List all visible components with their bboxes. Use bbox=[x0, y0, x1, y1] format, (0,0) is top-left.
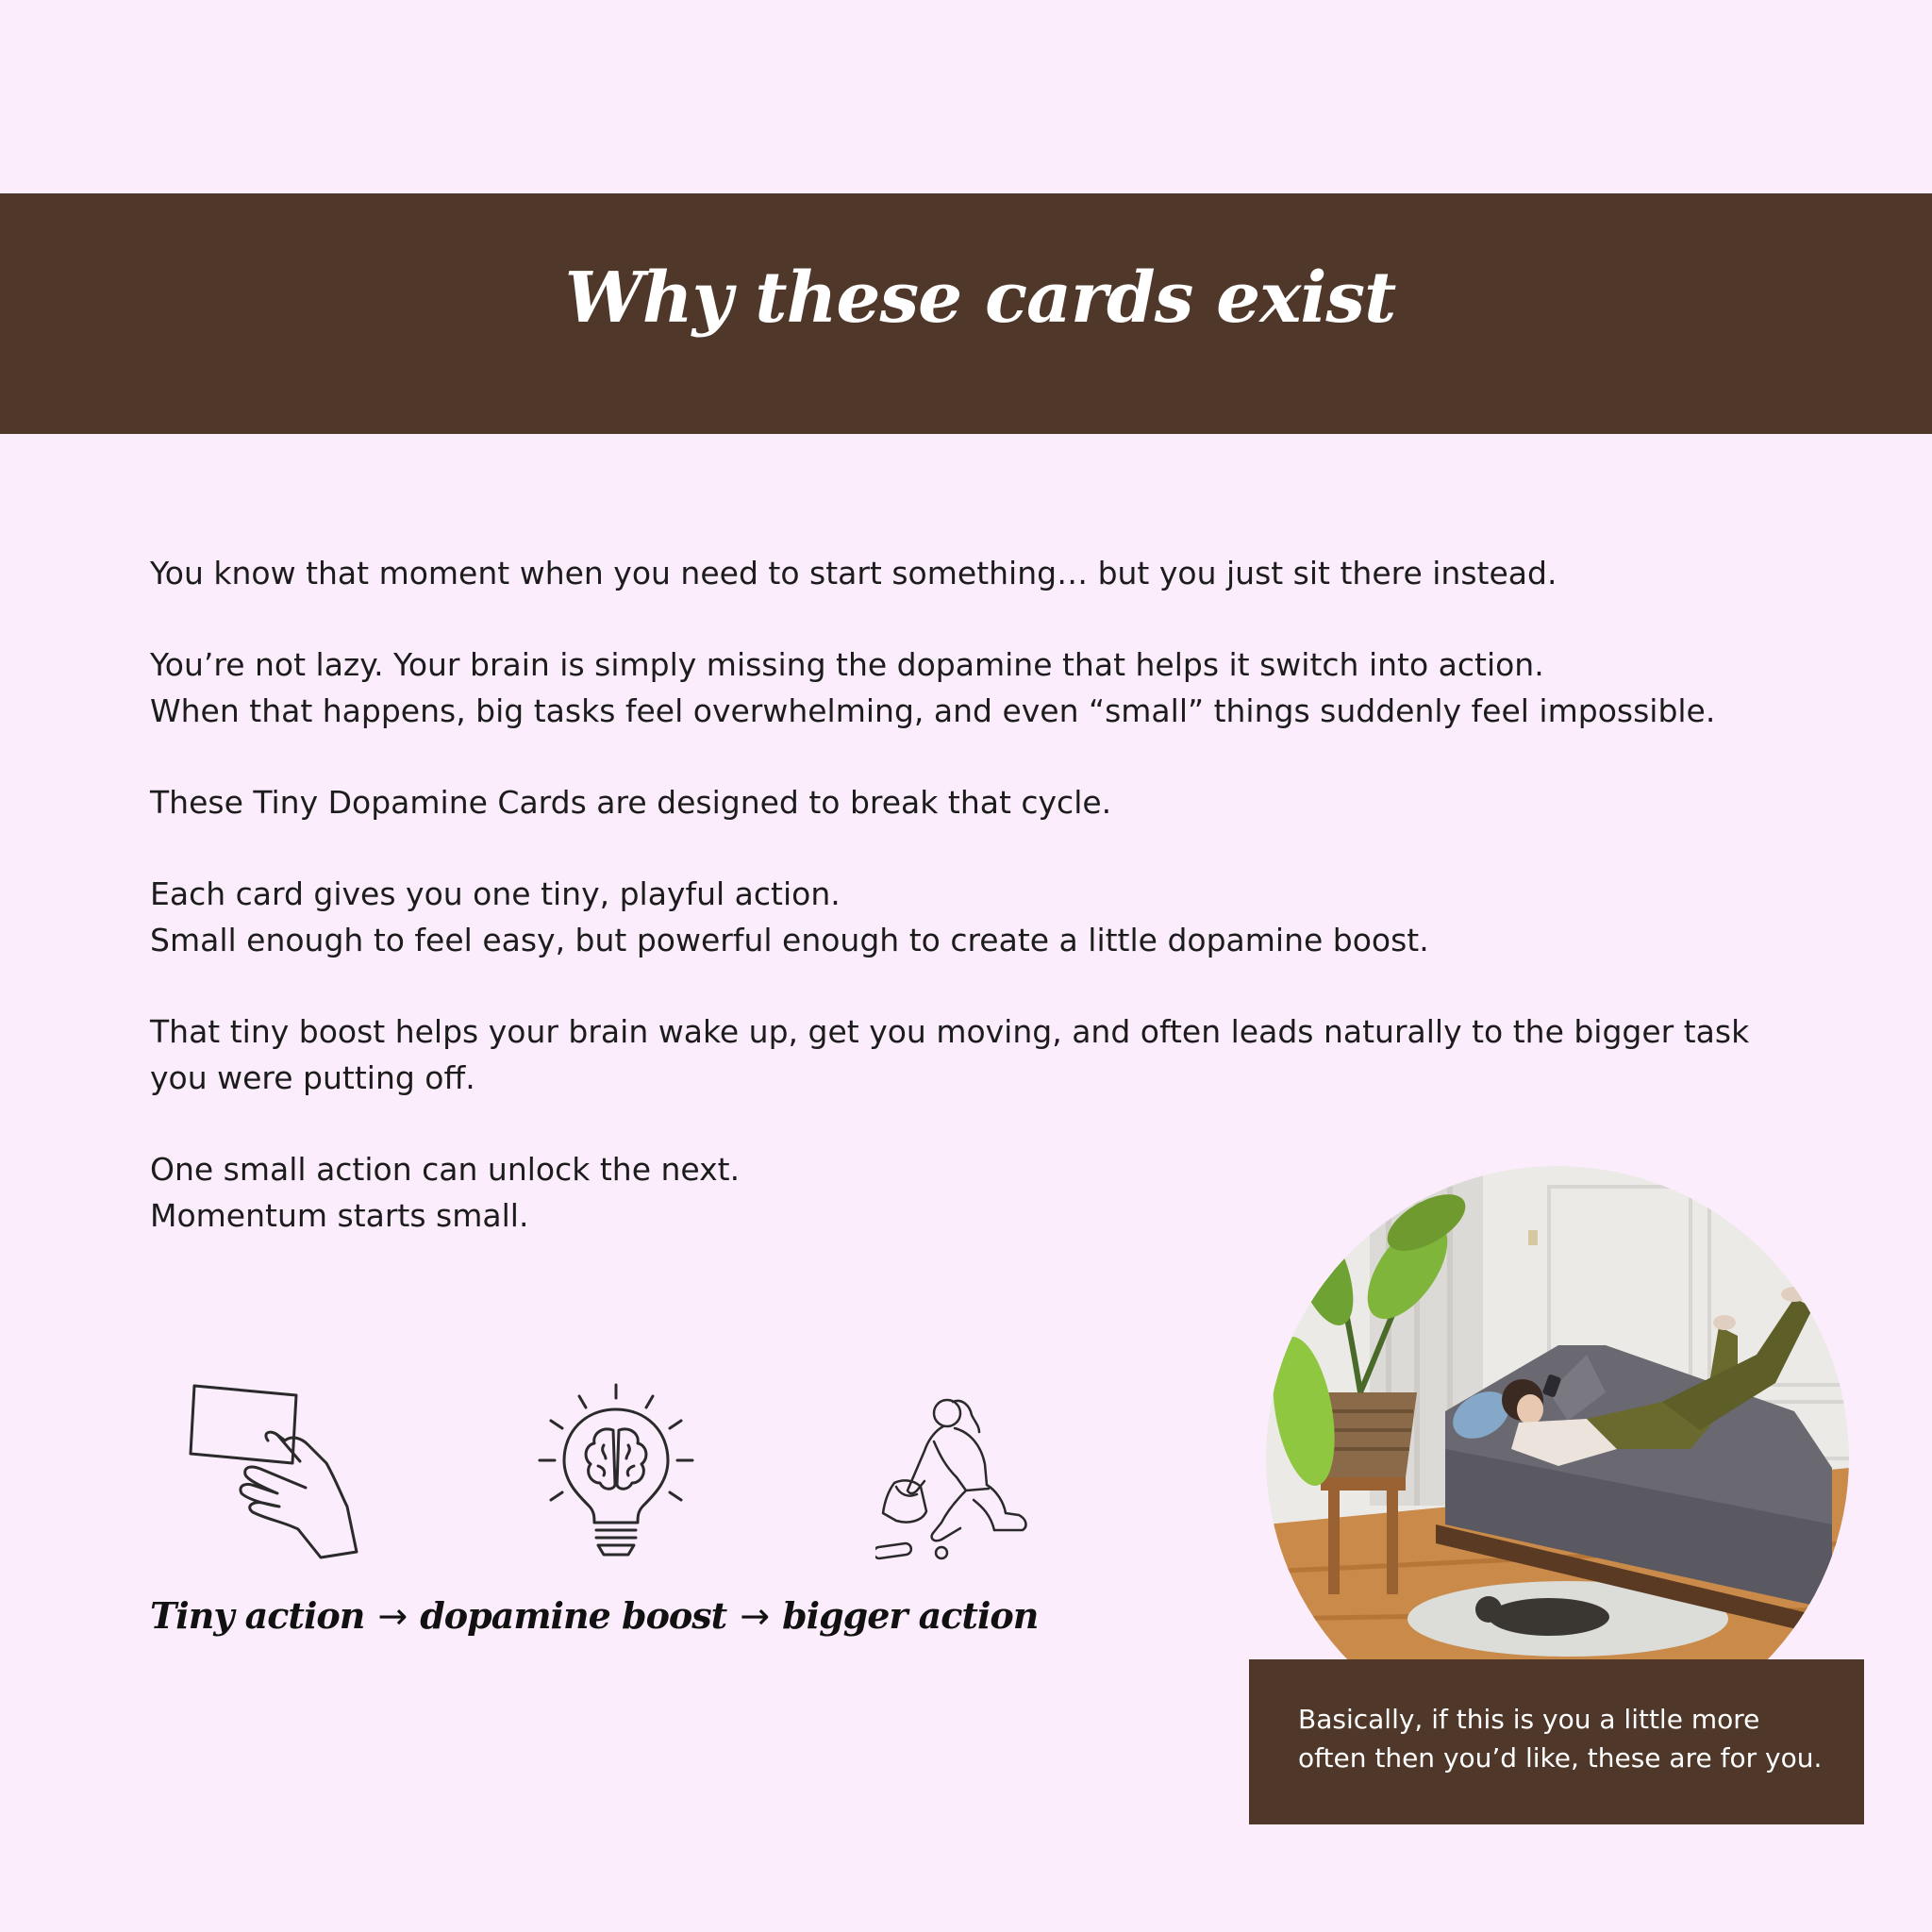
flow-step-bigger-action: bigger action bbox=[782, 1594, 1039, 1637]
title-banner bbox=[0, 193, 1932, 434]
text-line: Each card gives you one tiny, playful action. bbox=[150, 875, 841, 912]
text-line: Momentum starts small. bbox=[150, 1197, 529, 1234]
caption-text: Basically, if this is you a little more often then you’d like, these are for you. bbox=[1298, 1704, 1823, 1774]
arrow-right-icon: → bbox=[377, 1595, 408, 1637]
flow-step-dopamine-boost: dopamine boost bbox=[420, 1594, 727, 1637]
paragraph bbox=[150, 550, 1810, 596]
hand-holding-card-icon bbox=[185, 1382, 360, 1561]
paragraph bbox=[150, 779, 1810, 825]
flow-step-tiny-action: Tiny action bbox=[150, 1594, 365, 1637]
text-line: That tiny boost helps your brain wake up, get you moving, and often leads naturally to the bigger task you were putting off. bbox=[150, 1013, 1750, 1096]
text-line: One small action can unlock the next. bbox=[150, 1151, 741, 1188]
paragraph bbox=[150, 1008, 1810, 1101]
page-title: Why these cards exist bbox=[564, 258, 1396, 339]
person-picking-up-trash-icon bbox=[875, 1389, 1051, 1574]
caption-box bbox=[1249, 1659, 1864, 1824]
text-line: You know that moment when you need to start something… but you just sit there instead. bbox=[150, 555, 1557, 591]
paragraph bbox=[150, 641, 1810, 734]
text-line: You’re not lazy. Your brain is simply missing the dopamine that helps it switch into action. bbox=[150, 646, 1544, 683]
text-line: When that happens, big tasks feel overwhelming, and even “small” things suddenly feel impossible. bbox=[150, 692, 1716, 729]
lightbulb-brain-icon bbox=[538, 1383, 694, 1558]
paragraph bbox=[150, 871, 1810, 963]
text-line: These Tiny Dopamine Cards are designed to break that cycle. bbox=[150, 784, 1112, 821]
arrow-right-icon: → bbox=[740, 1595, 770, 1637]
text-line: Small enough to feel easy, but powerful enough to create a little dopamine boost. bbox=[150, 922, 1429, 958]
flow-line bbox=[150, 1594, 1038, 1637]
